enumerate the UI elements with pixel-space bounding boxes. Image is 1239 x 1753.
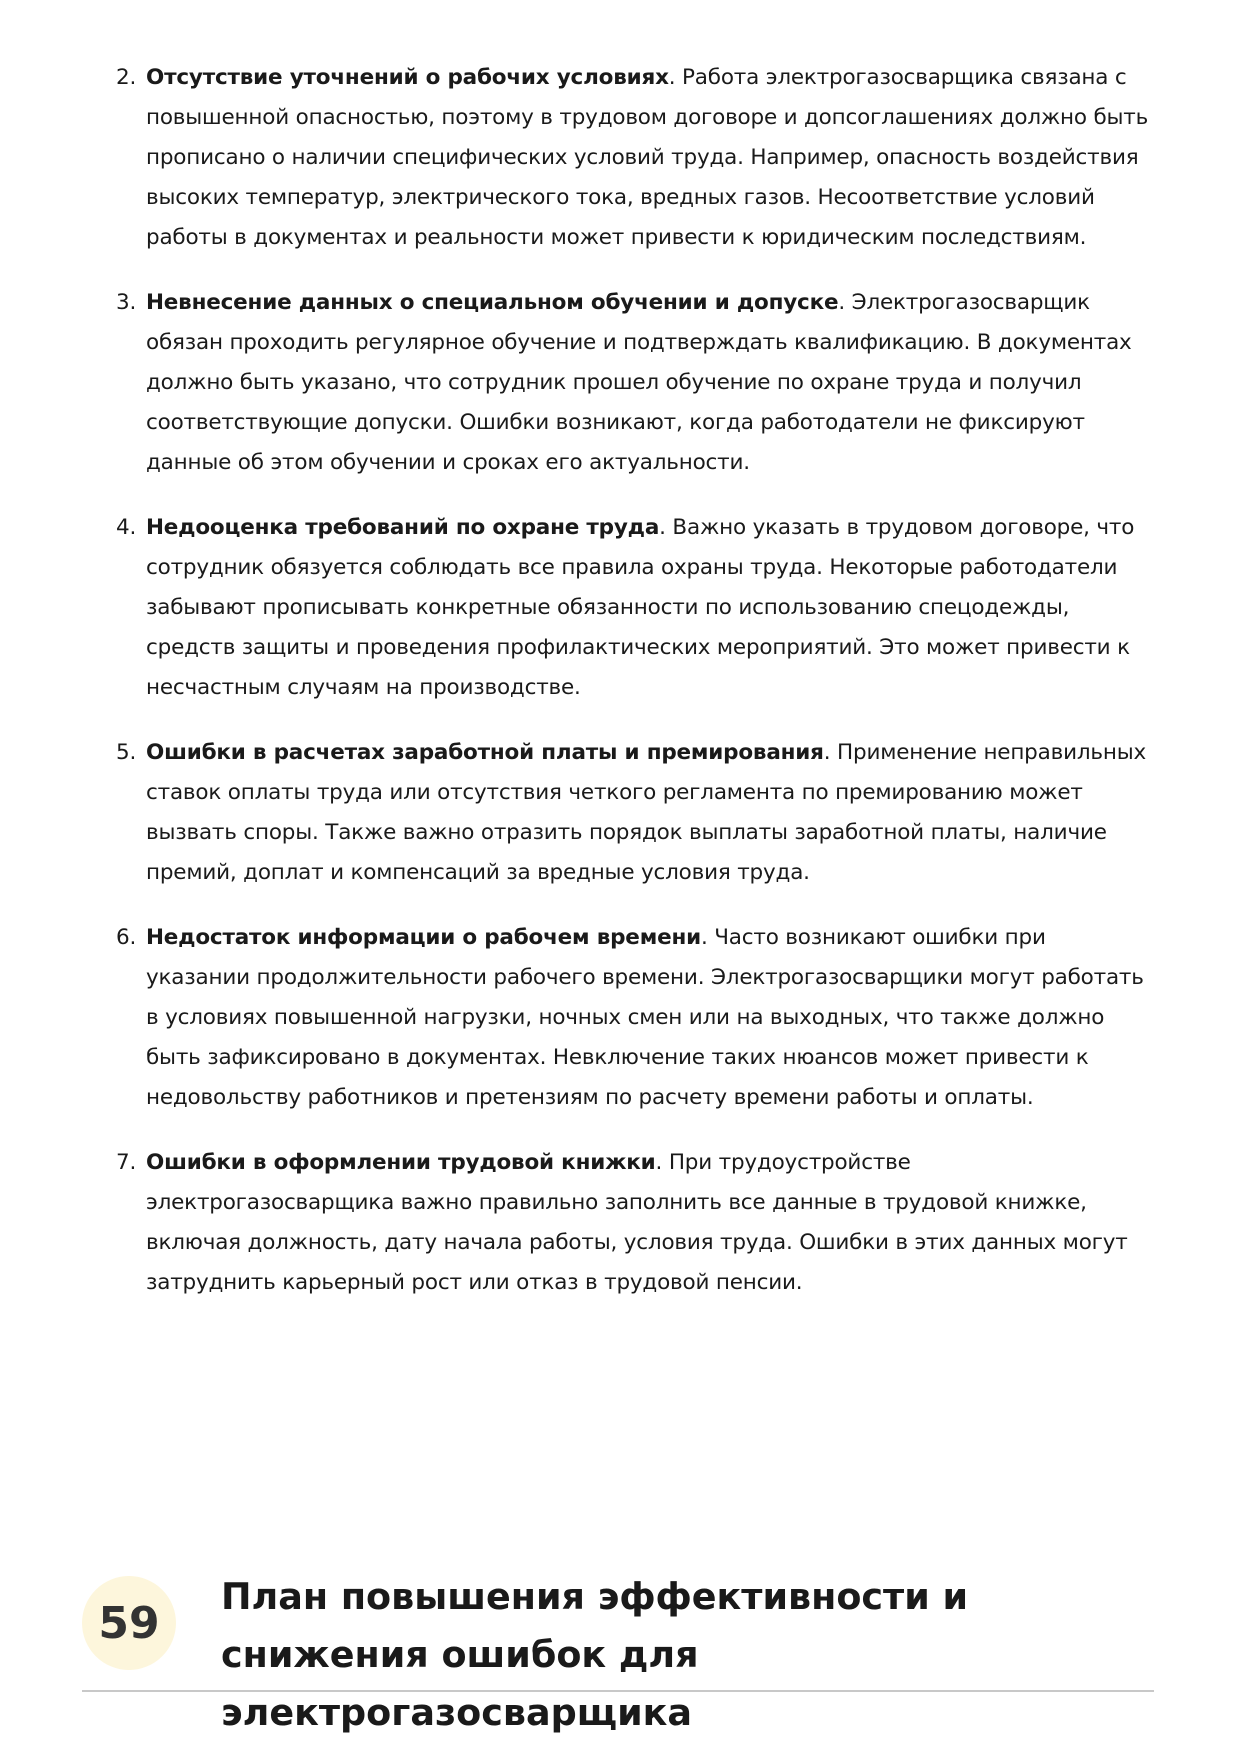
list-item-title: Недооценка требований по охране труда [146,515,660,540]
list-item-title: Недостаток информации о рабочем времени [146,925,701,950]
list-item-text: . Важно указать в трудовом договоре, что сотрудник обязуется соблюдать все правила охраны труда. Некоторые работодатели забывают прописывать конкретные обязанности по использованию спецодежды, средств защиты и проведения профилактических мероприятий. Это может привести к несчастным случаям на производстве. [146,515,1135,700]
list-item-title: Ошибки в оформлении трудовой книжки [146,1150,656,1175]
list-item-text: . Работа электрогазосварщика связана с повышенной опасностью, поэтому в трудовом договоре и допсоглашениях должно быть прописано о наличии специфических условий труда. Например, опасность воздействия высоких температур, электрического тока, вредных газов. Несоответствие условий работы в документах и реальности может привести к юридическим последствиям. [146,65,1149,250]
list-item [116,508,1156,708]
list-item [116,283,1156,483]
list-item-text: . Применение неправильных ставок оплаты труда или отсутствия четкого регламента по премированию может вызвать споры. Также важно отразить порядок выплаты заработной платы, наличие премий, доплат и компенсаций за вредные условия труда. [146,740,1147,885]
list-item-title: Отсутствие уточнений о рабочих условиях [146,65,669,90]
list-item-title: Невнесение данных о специальном обучении и допуске [146,290,839,315]
list-item-title: Ошибки в расчетах заработной платы и премирования [146,740,824,765]
section-header [82,1568,1154,1734]
list-item-number: 7. [116,1150,137,1175]
list-item-number: 3. [116,290,137,315]
list-item-text: . При трудоустройстве электрогазосварщика важно правильно заполнить все данные в трудовой книжке, включая должность, дату начала работы, условия труда. Ошибки в этих данных могут затруднить карьерный рост или отказ в трудовой пенсии. [146,1150,1128,1295]
list-item [116,918,1156,1118]
list-item-number: 6. [116,925,137,950]
list-item-text: . Электрогазосварщик обязан проходить регулярное обучение и подтверждать квалификацию. В документах должно быть указано, что сотрудник прошел обучение по охране труда и получил соответствующие допуски. Ошибки возникают, когда работодатели не фиксируют данные об этом обучении и сроках его актуальности. [146,290,1132,475]
section-title: План повышения эффективности и снижения ошибок для электрогазосварщика [221,1575,969,1734]
list-item [116,1143,1156,1303]
list-item-text: . Часто возникают ошибки при указании продолжительности рабочего времени. Электрогазосварщики могут работать в условиях повышенной нагрузки, ночных смен или на выходных, что также должно быть зафиксировано в документах. Невключение таких нюансов может привести к недовольству работников и претензиям по расчету времени работы и оплаты. [146,925,1144,1110]
list-item [116,58,1156,258]
list-item-number: 2. [116,65,137,90]
list-item-number: 4. [116,515,137,540]
list-item [116,733,1156,893]
numbered-list [116,58,1156,1328]
section-number-badge: 59 [82,1576,176,1670]
list-item-number: 5. [116,740,137,765]
